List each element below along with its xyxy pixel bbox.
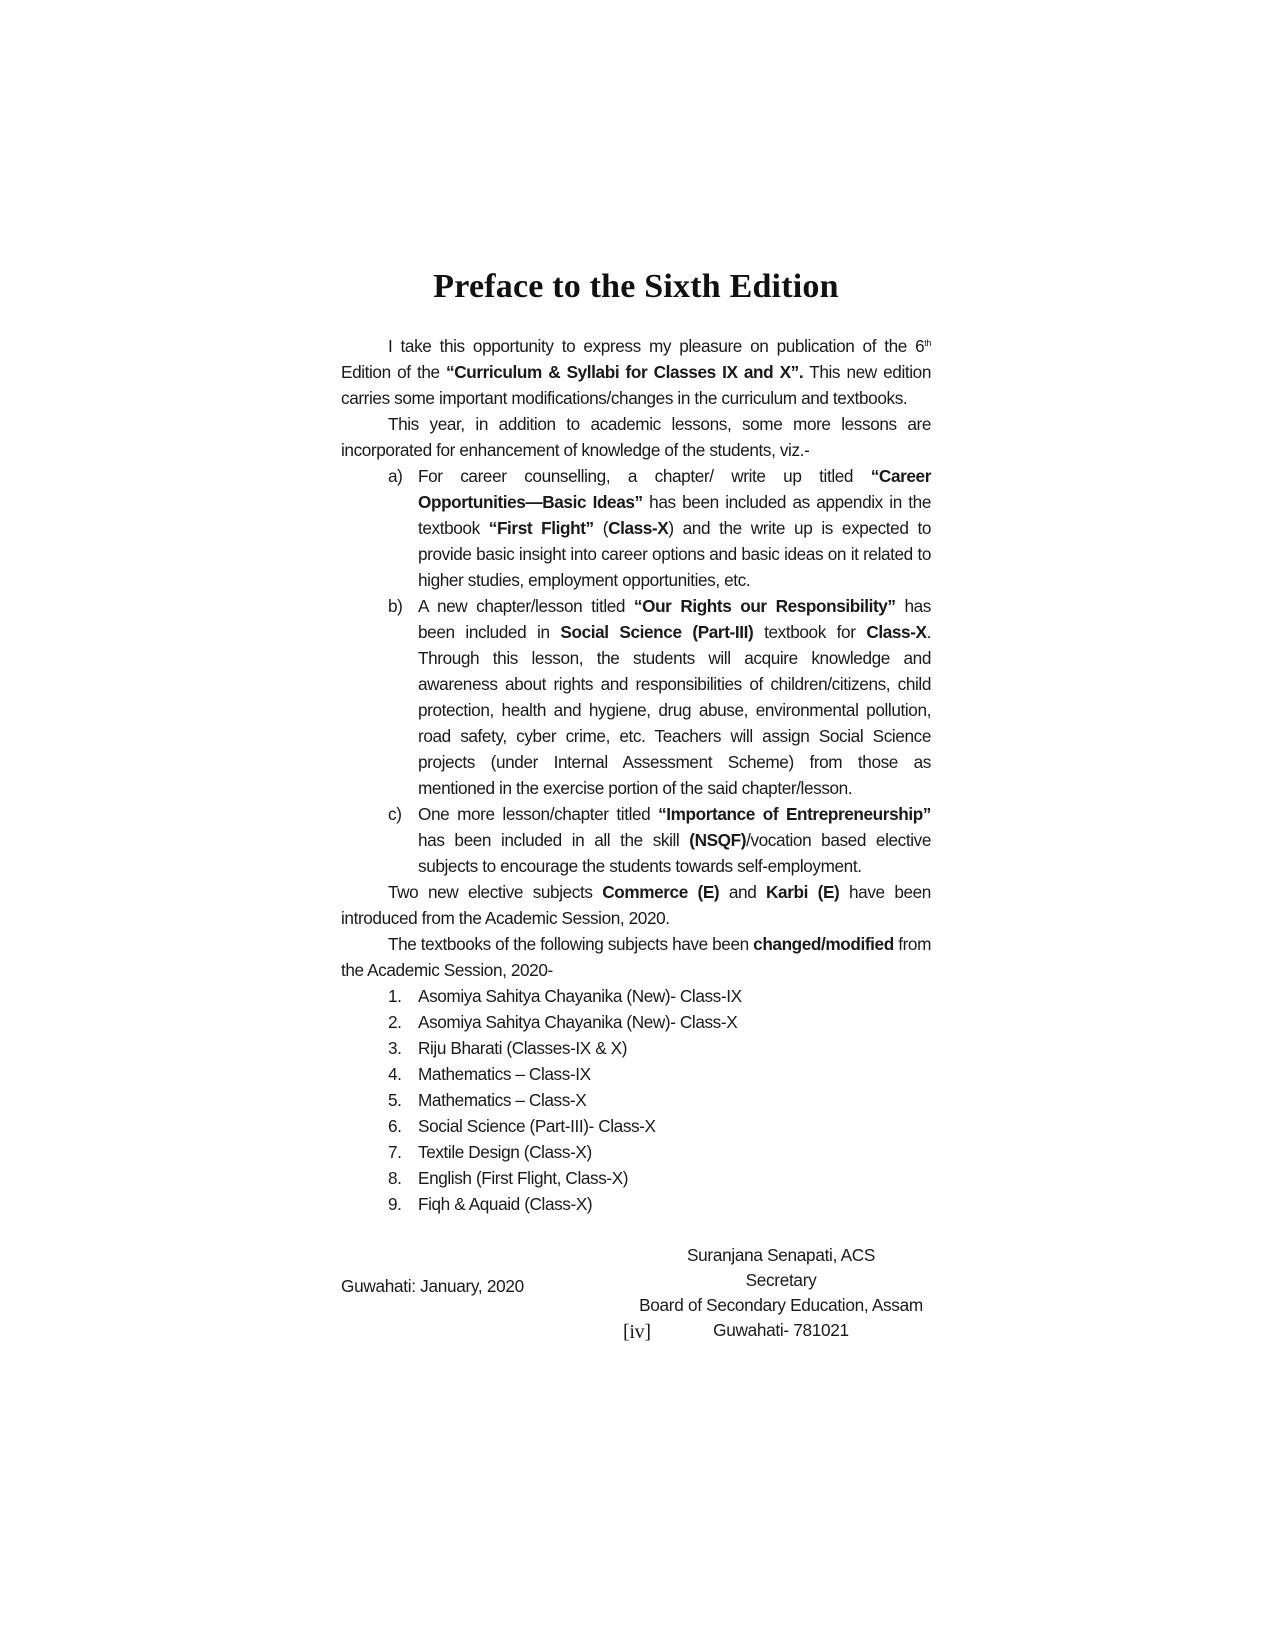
list-item: 4. Mathematics – Class-IX [388, 1064, 591, 1084]
ordinal-superscript: th [924, 338, 931, 348]
additions-list [341, 463, 931, 879]
list-item: 2. Asomiya Sahitya Chayanika (New)- Class-X [388, 1012, 738, 1032]
subjects-list [341, 983, 931, 1217]
list-item: 7. Textile Design (Class-X) [388, 1142, 592, 1162]
intro-paragraph: I take this opportunity to express my pleasure on publication of the 6th Edition of the “Curriculum & Syllabi for Classes IX and X”. This new edition carries some important modifications/changes in the curriculum and textbooks. [341, 336, 931, 408]
list-item: 1. Asomiya Sahitya Chayanika (New)- Class-IX [388, 986, 742, 1006]
additions-paragraph: This year, in addition to academic lessons, some more lessons are incorporated for enhancement of knowledge of the students, viz.- [341, 414, 931, 460]
preface-footer [341, 1243, 931, 1353]
list-item: a) For career counselling, a chapter/ write up titled “Career Opportunities—Basic Ideas” has been included as appendix in the textbook “First Flight” (Class-X) and the write up is expected to provide basic insight into career options and basic ideas on it related to higher studies, employment opportunities, etc. [341, 463, 931, 593]
list-item: 8. English (First Flight, Class-X) [388, 1168, 629, 1188]
place-date: Guwahati: January, 2020 [341, 1276, 524, 1296]
signatory-address: Guwahati- 781021 [713, 1320, 849, 1340]
list-item: b) A new chapter/lesson titled “Our Rights our Responsibility” has been included in Social Science (Part-III) textbook for Class-X. Through this lesson, the students will acquire knowledge and awareness about rights and responsibilities of children/citizens, child protection, health and hygiene, drug abuse, environmental pollution, road safety, cyber crime, etc. Teachers will assign Social Science projects (under Internal Assessment Scheme) from those as mentioned in the exercise portion of the said chapter/lesson. [341, 593, 931, 801]
list-marker: a) [388, 466, 403, 486]
list-marker: c) [388, 804, 402, 824]
signatory-organization: Board of Secondary Education, Assam [639, 1295, 923, 1315]
signatory-name: Suranjana Senapati, ACS [686, 1245, 876, 1265]
list-item: 3. Riju Bharati (Classes-IX & X) [388, 1038, 628, 1058]
page-title: Preface to the Sixth Edition [433, 268, 839, 305]
page-number: [iv] [623, 1321, 651, 1343]
document-name: “Curriculum & Syllabi for Classes IX and X”. [446, 362, 804, 382]
list-item: 5. Mathematics – Class-X [388, 1090, 587, 1110]
preface-page [341, 268, 931, 1353]
signature-block [631, 1243, 931, 1343]
signatory-designation: Secretary [745, 1270, 817, 1290]
list-item: 9. Fiqh & Aquaid (Class-X) [388, 1194, 593, 1214]
elective-paragraph: Two new elective subjects Commerce (E) and Karbi (E) have been introduced from the Academic Session, 2020. [341, 882, 931, 928]
textbooks-paragraph: The textbooks of the following subjects have been changed/modified from the Academic Session, 2020- [341, 934, 931, 980]
list-marker: b) [388, 596, 403, 616]
list-item: c) One more lesson/chapter titled “Importance of Entrepreneurship” has been included in all the skill (NSQF)/vocation based elective subjects to encourage the students towards self-employment. [341, 801, 931, 879]
list-item: 6. Social Science (Part-III)- Class-X [388, 1116, 656, 1136]
